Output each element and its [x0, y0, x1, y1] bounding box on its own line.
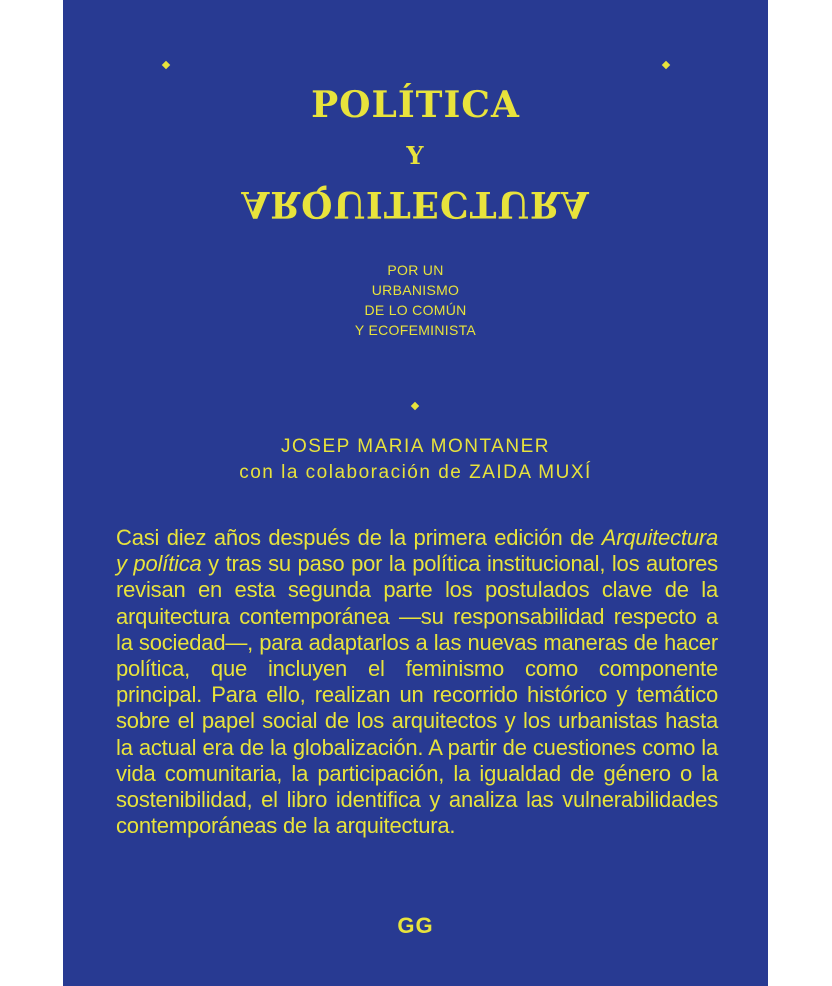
subtitle-line: Y ECOFEMINISTA — [354, 322, 477, 338]
subtitle-line: DE LO COMÚN — [364, 302, 467, 318]
author-block — [63, 434, 768, 486]
diamond-ornament-left — [162, 61, 170, 69]
diamond-ornament-center — [411, 402, 419, 410]
blurb-text: Casi diez años después de la primera edición de — [116, 525, 602, 550]
book-back-cover — [63, 0, 768, 986]
blurb-book-title: Arquitectura y política — [116, 525, 718, 577]
publisher-logo: GG — [397, 913, 434, 938]
author-name: JOSEP MARIA MONTANER — [281, 436, 550, 457]
subtitle-line: POR UN — [387, 262, 444, 278]
diamond-ornament-right — [662, 61, 670, 69]
subtitle — [63, 260, 768, 340]
blurb-text: y tras su paso por la política institucional, los autores revisan en esta segunda parte los postulados clave de la arquitectura contemporánea —su responsabilidad respecto a la sociedad—, para adaptarlos a las nuevas maneras de hacer política, que incluyen el feminismo como componente principal. Para ello, realizan un recorrido histórico y temático sobre el papel social de los arquitectos y los urbanistas hasta la actual era de la globalización. A partir de cuestiones como la vida comunitaria, la participación, la igualdad de género o la sostenibilidad, el libro identifica y analiza las vulnerabilidades contemporáneas de la arquitectura. — [116, 551, 718, 839]
title-arquitectura-inverted: ARQUITECTURA — [241, 183, 590, 225]
blurb-paragraph — [116, 525, 718, 839]
collaboration-credit: con la colaboración de ZAIDA MUXÍ — [239, 462, 592, 483]
subtitle-line: URBANISMO — [371, 282, 460, 298]
title-y: Y — [406, 141, 425, 170]
title-politica: POLÍTICA — [311, 84, 520, 126]
